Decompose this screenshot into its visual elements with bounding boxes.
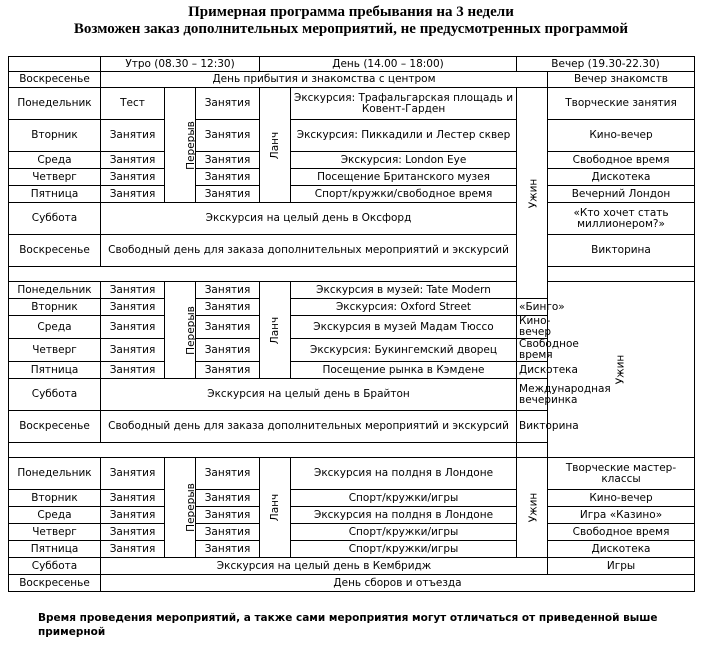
evening-cell: Свободное время [517, 339, 548, 362]
morning-cell: Занятия [101, 490, 165, 507]
day-activity-cell: Экскурсия: Трафальгарская площадь и Ковент-Гарден [291, 88, 517, 120]
morning-cell: Занятия [196, 362, 260, 379]
table-row [9, 282, 695, 299]
morning-cell: Занятия [101, 541, 165, 558]
day-label: Воскресенье [9, 235, 101, 267]
day-label: Вторник [9, 299, 101, 316]
full-day-cell: День сборов и отъезда [101, 575, 695, 592]
morning-cell: Занятия [101, 186, 165, 203]
break-label: Перерыв [184, 483, 197, 532]
morning-cell: Занятия [101, 152, 165, 169]
day-activity-cell: Экскурсия в музей Мадам Тюссо [291, 316, 517, 339]
footnote: Время проведения мероприятий, а также сами мероприятия могут отличаться от приведенной выше примерной [38, 612, 658, 638]
morning-cell: Занятия [196, 88, 260, 120]
header-morning: Утро (08.30 – 12:30) [101, 57, 260, 72]
evening-cell: Вечер знакомств [548, 72, 695, 88]
separator-cell [517, 443, 548, 458]
day-label: Четверг [9, 169, 101, 186]
day-activity-cell: Посещение рынка в Кэмдене [291, 362, 517, 379]
day-activity-cell: Спорт/кружки/игры [291, 490, 517, 507]
morning-cell: Занятия [196, 316, 260, 339]
evening-cell: Творческие мастер-классы [548, 458, 695, 490]
morning-cell: Занятия [101, 458, 165, 490]
day-label: Пятница [9, 362, 101, 379]
table-row [9, 235, 695, 267]
morning-cell: Занятия [101, 299, 165, 316]
separator-cell [9, 267, 517, 282]
day-activity-cell: Экскурсия: Oxford Street [291, 299, 517, 316]
evening-cell: Дискотека [548, 169, 695, 186]
evening-cell: Кино-вечер [548, 490, 695, 507]
table-row [9, 458, 695, 490]
day-label: Воскресенье [9, 411, 101, 443]
table-row [9, 88, 695, 120]
schedule-table [8, 56, 695, 592]
morning-cell: Занятия [101, 282, 165, 299]
activity-cell: День прибытия и знакомства с центром [101, 72, 548, 88]
evening-cell: Викторина [548, 235, 695, 267]
day-label: Среда [9, 507, 101, 524]
evening-cell: Кино-вечер [517, 316, 548, 339]
full-day-cell: Экскурсия на целый день в Кембридж [101, 558, 548, 575]
header-evening: Вечер (19.30-22.30) [517, 57, 695, 72]
full-day-cell: Экскурсия на целый день в Оксфорд [101, 203, 517, 235]
morning-cell: Занятия [101, 524, 165, 541]
evening-cell: Свободное время [548, 152, 695, 169]
morning-cell: Занятия [196, 186, 260, 203]
evening-cell: Игры [548, 558, 695, 575]
day-label: Пятница [9, 541, 101, 558]
day-label: Понедельник [9, 458, 101, 490]
table-row [9, 490, 695, 507]
day-label: Среда [9, 152, 101, 169]
header-day: День (14.00 – 18:00) [260, 57, 517, 72]
evening-cell: «Бинго» [517, 299, 548, 316]
morning-cell: Занятия [196, 490, 260, 507]
evening-cell: Вечерний Лондон [548, 186, 695, 203]
evening-cell: Игра «Казино» [548, 507, 695, 524]
table-row [9, 120, 695, 152]
morning-cell: Занятия [101, 120, 165, 152]
morning-cell: Занятия [101, 507, 165, 524]
day-label: Воскресенье [9, 575, 101, 592]
day-label: Суббота [9, 379, 101, 411]
separator-row [9, 267, 695, 282]
table-row [9, 169, 695, 186]
day-label: Суббота [9, 203, 101, 235]
dinner-cell [517, 88, 548, 299]
morning-cell: Занятия [196, 169, 260, 186]
morning-cell: Занятия [196, 339, 260, 362]
page-subtitle: Возможен заказ дополнительных мероприятий, не предусмотренных программой [73, 21, 629, 37]
day-activity-cell: Спорт/кружки/игры [291, 524, 517, 541]
lunch-cell [260, 282, 291, 379]
morning-cell: Занятия [196, 299, 260, 316]
lunch-cell [260, 458, 291, 558]
evening-cell: Дискотека [517, 362, 548, 379]
day-label: Вторник [9, 490, 101, 507]
break-cell [165, 88, 196, 203]
separator-cell [9, 443, 517, 458]
dinner-cell [517, 458, 548, 558]
table-row [9, 575, 695, 592]
day-label: Понедельник [9, 282, 101, 299]
day-label: Пятница [9, 186, 101, 203]
table-row [9, 72, 695, 88]
day-activity-cell: Экскурсия на полдня в Лондоне [291, 507, 517, 524]
day-activity-cell: Экскурсия: Пиккадили и Лестер сквер [291, 120, 517, 152]
evening-cell: Дискотека [548, 541, 695, 558]
day-activity-cell: Посещение Британского музея [291, 169, 517, 186]
morning-cell: Занятия [196, 541, 260, 558]
dinner-label: Ужин [614, 354, 627, 385]
page-title: Примерная программа пребывания на 3 недели [188, 4, 514, 20]
day-label: Воскресенье [9, 72, 101, 88]
day-activity-cell: Экскурсия в музей: Tate Modern [291, 282, 517, 299]
table-row [9, 186, 695, 203]
table-row [9, 524, 695, 541]
day-label: Понедельник [9, 88, 101, 120]
day-label: Четверг [9, 339, 101, 362]
table-row [9, 507, 695, 524]
day-activity-cell: Экскурсия на полдня в Лондоне [291, 458, 517, 490]
morning-cell: Занятия [196, 120, 260, 152]
table-row [9, 152, 695, 169]
morning-cell: Занятия [101, 339, 165, 362]
morning-cell: Занятия [196, 507, 260, 524]
table-row [9, 203, 695, 235]
lunch-cell [260, 88, 291, 203]
table-row [9, 541, 695, 558]
full-day-cell: Свободный день для заказа дополнительных мероприятий и экскурсий [101, 411, 517, 443]
lunch-label: Ланч [269, 316, 282, 344]
evening-cell: «Кто хочет стать миллионером?» [548, 203, 695, 235]
day-label: Суббота [9, 558, 101, 575]
dinner-label: Ужин [527, 178, 540, 208]
morning-cell: Занятия [101, 169, 165, 186]
morning-cell: Занятия [196, 282, 260, 299]
break-cell [165, 458, 196, 558]
day-label: Четверг [9, 524, 101, 541]
evening-cell: Международная вечеринка [517, 379, 548, 411]
morning-cell: Тест [101, 88, 165, 120]
day-label: Среда [9, 316, 101, 339]
break-cell [165, 282, 196, 379]
full-day-cell: Свободный день для заказа дополнительных мероприятий и экскурсий [101, 235, 517, 267]
morning-cell: Занятия [101, 316, 165, 339]
morning-cell: Занятия [101, 362, 165, 379]
header-row [9, 57, 695, 72]
evening-cell: Свободное время [548, 524, 695, 541]
day-activity-cell: Экскурсия: London Eye [291, 152, 517, 169]
day-activity-cell: Спорт/кружки/свободное время [291, 186, 517, 203]
evening-cell: Творческие занятия [548, 88, 695, 120]
lunch-label: Ланч [269, 131, 282, 159]
lunch-label: Ланч [269, 493, 282, 522]
dinner-label: Ужин [527, 492, 540, 523]
morning-cell: Занятия [196, 458, 260, 490]
header-corner [9, 57, 101, 72]
day-activity-cell: Экскурсия: Букингемский дворец [291, 339, 517, 362]
day-activity-cell: Спорт/кружки/игры [291, 541, 517, 558]
full-day-cell: Экскурсия на целый день в Брайтон [101, 379, 517, 411]
break-label: Перерыв [184, 305, 197, 355]
break-label: Перерыв [184, 120, 197, 170]
table-row [9, 558, 695, 575]
morning-cell: Занятия [196, 152, 260, 169]
morning-cell: Занятия [196, 524, 260, 541]
evening-cell: Кино-вечер [548, 120, 695, 152]
separator-cell [548, 267, 695, 282]
day-label: Вторник [9, 120, 101, 152]
evening-cell: Викторина [517, 411, 548, 443]
